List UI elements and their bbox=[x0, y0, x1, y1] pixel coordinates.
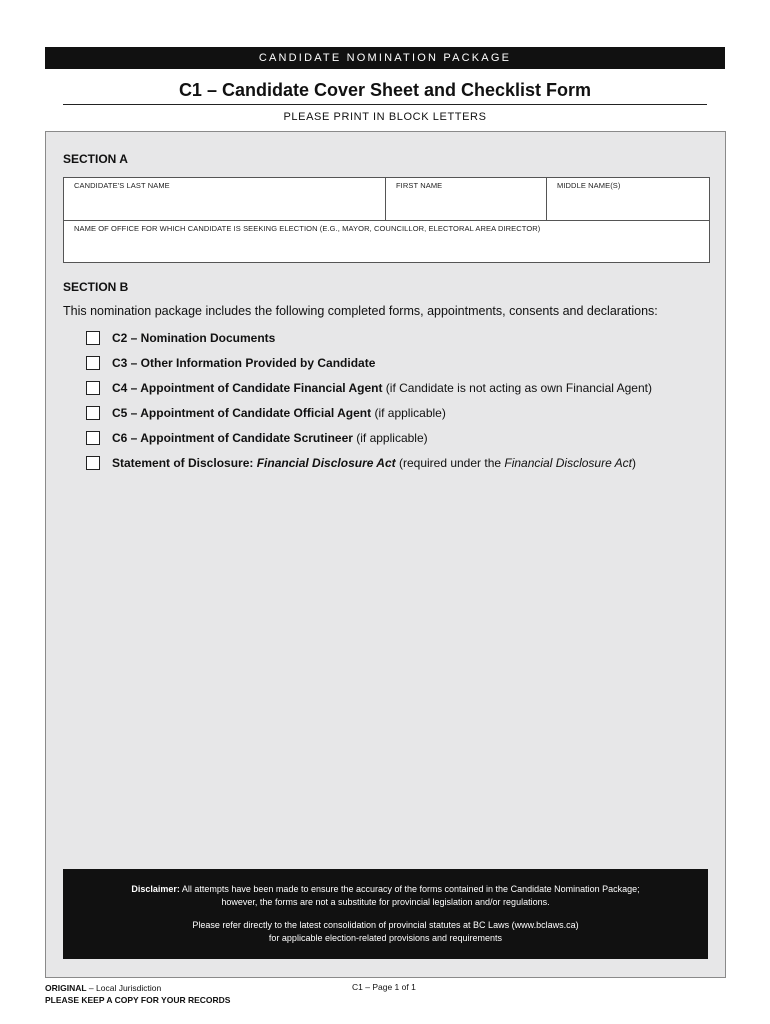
checkbox[interactable] bbox=[86, 381, 100, 395]
disclaimer-label: Disclaimer: bbox=[131, 884, 180, 894]
checklist-item-note: (if Candidate is not acting as own Financial Agent) bbox=[382, 380, 652, 395]
form-title: C1 – Candidate Cover Sheet and Checklist Form bbox=[178, 80, 592, 100]
disclosure-note: (required under the bbox=[395, 455, 505, 470]
footer-keep-copy: PLEASE KEEP A COPY FOR YOUR RECORDS bbox=[45, 995, 231, 1005]
disclaimer-line-1 bbox=[63, 883, 708, 896]
disclaimer-text: All attempts have been made to ensure the accuracy of the forms contained in the Candidate Nomination Package; bbox=[179, 884, 640, 894]
section-a-heading: SECTION A bbox=[63, 152, 128, 166]
checklist-item-disclosure bbox=[86, 450, 652, 475]
first-name-field[interactable] bbox=[386, 178, 546, 220]
checklist-item-c2 bbox=[86, 325, 652, 350]
footer-original-label: ORIGINAL bbox=[45, 983, 87, 993]
checkbox[interactable] bbox=[86, 456, 100, 470]
checklist-item-label: C6 – Appointment of Candidate Scrutineer bbox=[112, 430, 353, 445]
middle-name-field[interactable] bbox=[547, 178, 709, 220]
first-name-label: FIRST NAME bbox=[396, 181, 443, 190]
checklist-item-c6 bbox=[86, 425, 652, 450]
checklist-item-c4 bbox=[86, 375, 652, 400]
middle-name-label: MIDDLE NAME(S) bbox=[557, 181, 621, 190]
checklist-item-c3 bbox=[86, 350, 652, 375]
disclosure-label: Statement of Disclosure: bbox=[112, 455, 257, 470]
disclaimer-line-2: however, the forms are not a substitute for provincial legislation and/or regulations. bbox=[221, 897, 550, 907]
checklist-item-note: (if applicable) bbox=[371, 405, 446, 420]
disclaimer-line-3: Please refer directly to the latest consolidation of provincial statutes at BC Laws (www.bclaws.ca) bbox=[192, 920, 579, 930]
title-divider bbox=[63, 104, 707, 105]
package-banner: CANDIDATE NOMINATION PACKAGE bbox=[45, 47, 725, 69]
disclaimer-line-4: for applicable election-related provisions and requirements bbox=[268, 933, 503, 943]
disclosure-act-ref: Financial Disclosure Act bbox=[504, 455, 632, 470]
footer-original bbox=[45, 982, 230, 994]
form-panel bbox=[45, 131, 726, 978]
checklist-item-label: C4 – Appointment of Candidate Financial Agent bbox=[112, 380, 383, 395]
last-name-label: CANDIDATE'S LAST NAME bbox=[74, 181, 170, 190]
checklist-item-note: (if applicable) bbox=[352, 430, 428, 445]
footer-records bbox=[45, 982, 230, 1006]
disclaimer-box bbox=[63, 869, 708, 959]
section-b-intro: This nomination package includes the following completed forms, appointments, consents and declarations: bbox=[63, 304, 658, 318]
last-name-field[interactable] bbox=[64, 178, 385, 220]
candidate-fields-table bbox=[63, 177, 710, 263]
checklist-item-c5 bbox=[86, 400, 652, 425]
checkbox[interactable] bbox=[86, 331, 100, 345]
footer-original-text: – Local Jurisdiction bbox=[86, 983, 162, 993]
checkbox[interactable] bbox=[86, 406, 100, 420]
checklist-item-label: C3 – Other Information Provided by Candidate bbox=[112, 355, 376, 370]
checklist-item-label: C2 – Nomination Documents bbox=[112, 330, 276, 345]
page-number: C1 – Page 1 of 1 bbox=[352, 982, 416, 992]
forms-checklist bbox=[86, 325, 652, 475]
checkbox[interactable] bbox=[86, 356, 100, 370]
checklist-item-label: C5 – Appointment of Candidate Official Agent bbox=[112, 405, 372, 420]
office-label: NAME OF OFFICE FOR WHICH CANDIDATE IS SEEKING ELECTION (E.G., MAYOR, COUNCILLOR, ELECTORAL AREA DIRECTOR) bbox=[74, 224, 541, 233]
disclosure-note-end: ) bbox=[631, 455, 636, 470]
form-subtitle: PLEASE PRINT IN BLOCK LETTERS bbox=[283, 111, 487, 123]
disclosure-act: Financial Disclosure Act bbox=[256, 455, 396, 470]
section-b-heading: SECTION B bbox=[63, 280, 129, 294]
checkbox[interactable] bbox=[86, 431, 100, 445]
office-field[interactable] bbox=[64, 221, 709, 262]
